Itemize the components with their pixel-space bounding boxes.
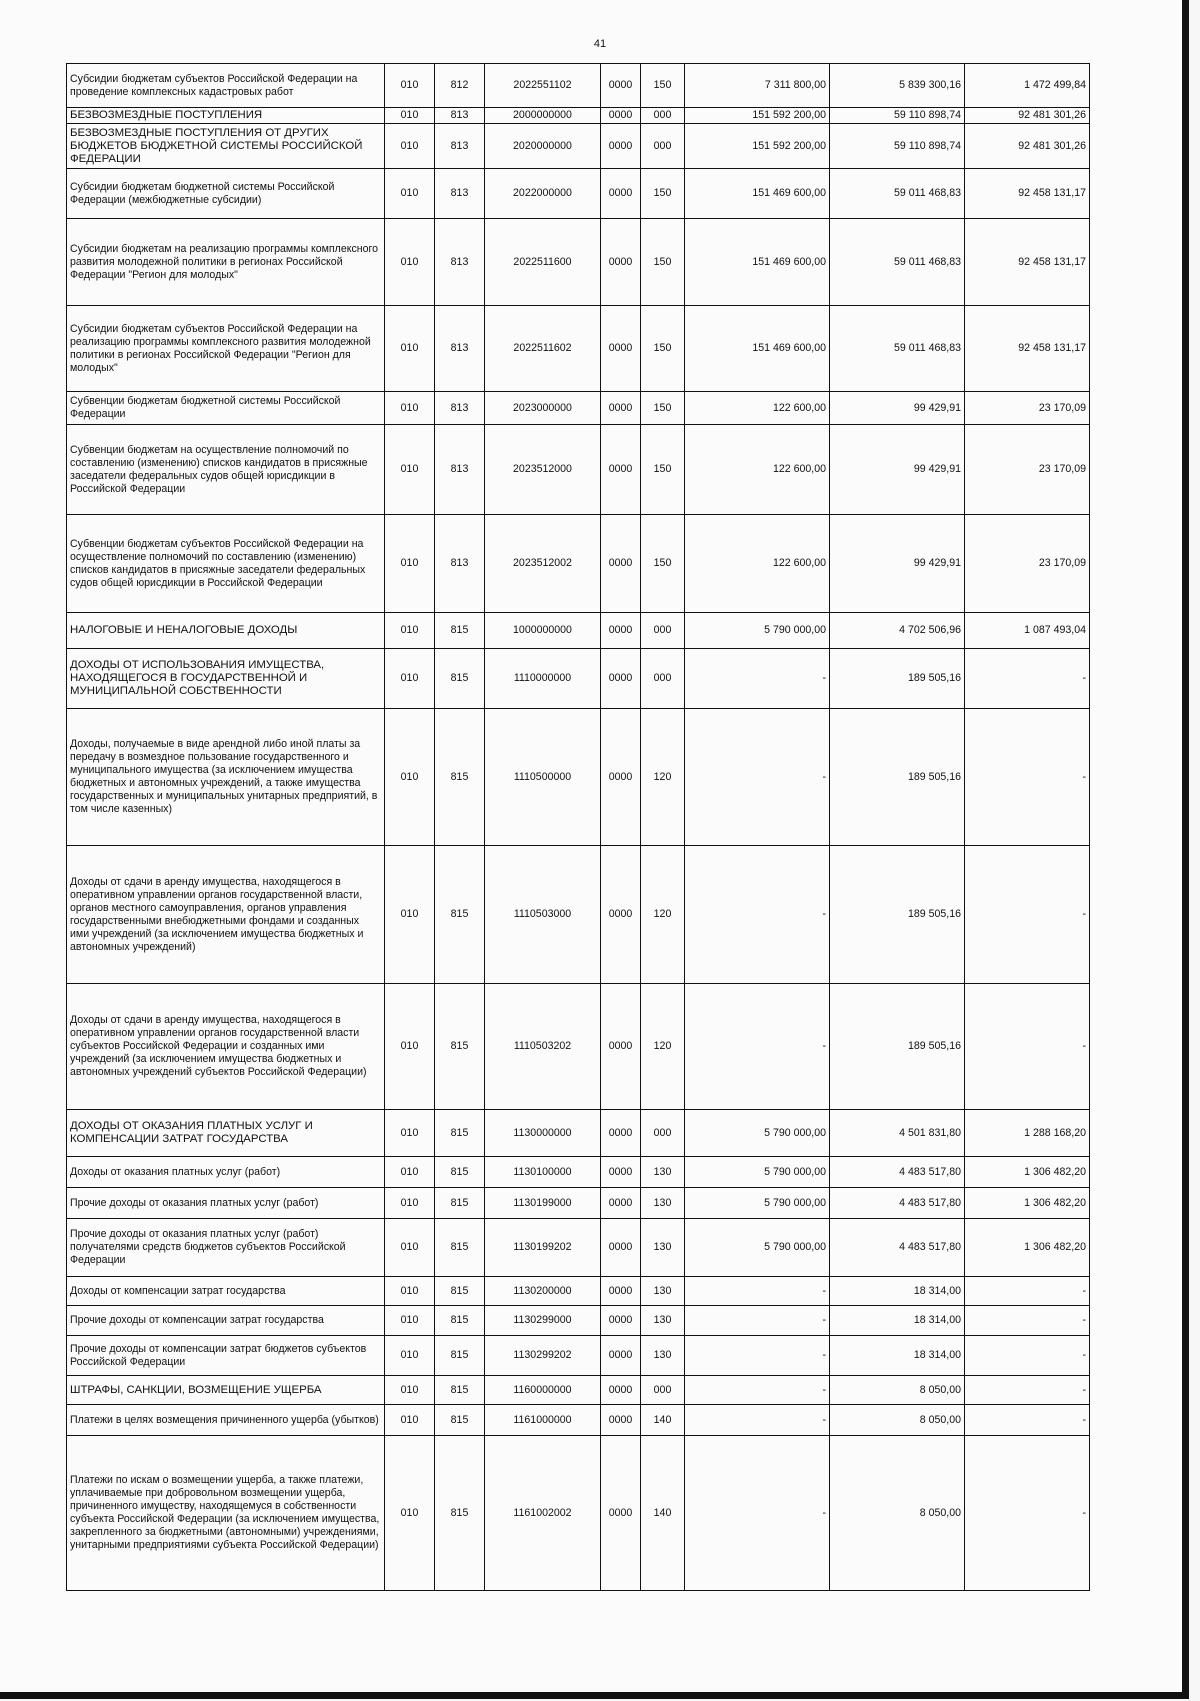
row-code-3-cell: 1130299202 [485, 1336, 601, 1376]
row-code-4-cell: 0000 [601, 1376, 641, 1405]
row-code-1-cell: 010 [385, 1436, 435, 1591]
row-value-remaining-cell: - [965, 1277, 1090, 1306]
row-value-executed-cell: 189 505,16 [830, 649, 965, 709]
row-value-planned-cell: 5 790 000,00 [685, 1219, 830, 1277]
row-code-3-cell: 2022511600 [485, 219, 601, 306]
row-value-planned-cell: 5 790 000,00 [685, 1157, 830, 1188]
row-value-remaining-cell: 92 458 131,17 [965, 306, 1090, 392]
row-value-planned-cell: - [685, 1306, 830, 1336]
row-value-executed-cell: 59 011 468,83 [830, 169, 965, 219]
row-value-remaining-cell: 92 458 131,17 [965, 219, 1090, 306]
row-value-executed-cell: 4 483 517,80 [830, 1157, 965, 1188]
row-code-2-cell: 815 [435, 1405, 485, 1436]
row-value-remaining-cell: 92 481 301,26 [965, 108, 1090, 124]
row-code-5-cell: 000 [641, 1376, 685, 1405]
row-value-executed-cell: 4 501 831,80 [830, 1110, 965, 1157]
row-code-3-cell: 2022000000 [485, 169, 601, 219]
row-value-remaining-cell: 1 288 168,20 [965, 1110, 1090, 1157]
row-value-remaining-cell: 1 306 482,20 [965, 1219, 1090, 1277]
row-value-executed-cell: 99 429,91 [830, 515, 965, 613]
table-row [67, 1306, 1090, 1336]
row-code-1-cell: 010 [385, 709, 435, 846]
row-value-planned-cell: - [685, 709, 830, 846]
table-row [67, 1110, 1090, 1157]
row-code-2-cell: 815 [435, 846, 485, 984]
row-code-4-cell: 0000 [601, 1436, 641, 1591]
table-row [67, 1405, 1090, 1436]
row-code-4-cell: 0000 [601, 1110, 641, 1157]
row-code-5-cell: 140 [641, 1405, 685, 1436]
row-value-executed-cell: 59 011 468,83 [830, 219, 965, 306]
row-code-2-cell: 813 [435, 169, 485, 219]
row-value-planned-cell: 151 469 600,00 [685, 219, 830, 306]
row-code-1-cell: 010 [385, 515, 435, 613]
table-row [67, 169, 1090, 219]
row-code-5-cell: 000 [641, 1110, 685, 1157]
row-code-5-cell: 150 [641, 425, 685, 515]
row-value-executed-cell: 4 483 517,80 [830, 1188, 965, 1219]
row-name-cell: Доходы от сдачи в аренду имущества, находящегося в оперативном управлении органов государственной власти, органов местного самоуправления, органов управления государственными внебюджетными фондами и созданных ими учреждений (за исключением имущества бюджетных и автономных учреждений) [67, 846, 385, 984]
row-name-cell: Прочие доходы от оказания платных услуг (работ) получателями средств бюджетов субъектов Российской Федерации [67, 1219, 385, 1277]
row-code-1-cell: 010 [385, 169, 435, 219]
row-code-5-cell: 150 [641, 64, 685, 108]
row-code-5-cell: 000 [641, 124, 685, 169]
row-value-planned-cell: - [685, 1436, 830, 1591]
row-code-2-cell: 815 [435, 1157, 485, 1188]
row-code-5-cell: 130 [641, 1157, 685, 1188]
table-row [67, 64, 1090, 108]
row-value-planned-cell: 151 592 200,00 [685, 124, 830, 169]
row-code-1-cell: 010 [385, 1110, 435, 1157]
row-value-planned-cell: 122 600,00 [685, 515, 830, 613]
row-code-1-cell: 010 [385, 1405, 435, 1436]
table-row [67, 425, 1090, 515]
row-value-executed-cell: 8 050,00 [830, 1376, 965, 1405]
row-value-remaining-cell: - [965, 709, 1090, 846]
row-name-cell: Доходы от сдачи в аренду имущества, находящегося в оперативном управлении органов государственной власти субъектов Российской Федерации и созданных ими учреждений (за исключением имущества бюджетных и автономных учреждений субъектов Российской Федерации) [67, 984, 385, 1110]
row-code-3-cell: 2000000000 [485, 108, 601, 124]
row-code-2-cell: 813 [435, 219, 485, 306]
table-row [67, 515, 1090, 613]
row-code-1-cell: 010 [385, 984, 435, 1110]
row-code-5-cell: 000 [641, 613, 685, 649]
row-code-2-cell: 815 [435, 1110, 485, 1157]
row-code-1-cell: 010 [385, 108, 435, 124]
row-value-remaining-cell: - [965, 984, 1090, 1110]
row-name-cell: Прочие доходы от компенсации затрат бюджетов субъектов Российской Федерации [67, 1336, 385, 1376]
row-code-3-cell: 1130299000 [485, 1306, 601, 1336]
row-code-3-cell: 1130199000 [485, 1188, 601, 1219]
row-code-2-cell: 815 [435, 1336, 485, 1376]
row-value-executed-cell: 59 011 468,83 [830, 306, 965, 392]
row-code-2-cell: 813 [435, 515, 485, 613]
row-value-remaining-cell: - [965, 1436, 1090, 1591]
budget-revenue-table [66, 63, 1090, 1591]
row-value-planned-cell: - [685, 649, 830, 709]
row-code-1-cell: 010 [385, 1376, 435, 1405]
row-code-1-cell: 010 [385, 1306, 435, 1336]
row-value-planned-cell: - [685, 984, 830, 1110]
row-value-executed-cell: 189 505,16 [830, 984, 965, 1110]
row-value-remaining-cell: 23 170,09 [965, 425, 1090, 515]
row-name-cell: Субсидии бюджетам на реализацию программы комплексного развития молодежной политики в регионах Российской Федерации "Регион для молодых" [67, 219, 385, 306]
row-name-cell: БЕЗВОЗМЕЗДНЫЕ ПОСТУПЛЕНИЯ [67, 108, 385, 124]
row-name-cell: Прочие доходы от оказания платных услуг (работ) [67, 1188, 385, 1219]
row-code-3-cell: 2023000000 [485, 392, 601, 425]
row-value-planned-cell: - [685, 1277, 830, 1306]
row-code-3-cell: 1130100000 [485, 1157, 601, 1188]
row-code-4-cell: 0000 [601, 1277, 641, 1306]
row-code-2-cell: 812 [435, 64, 485, 108]
row-value-remaining-cell: 1 472 499,84 [965, 64, 1090, 108]
row-code-5-cell: 150 [641, 515, 685, 613]
row-code-1-cell: 010 [385, 425, 435, 515]
row-value-executed-cell: 59 110 898,74 [830, 108, 965, 124]
row-value-planned-cell: 122 600,00 [685, 425, 830, 515]
row-code-5-cell: 150 [641, 169, 685, 219]
row-code-5-cell: 130 [641, 1277, 685, 1306]
table-row [67, 1436, 1090, 1591]
row-value-executed-cell: 4 483 517,80 [830, 1219, 965, 1277]
table-row [67, 613, 1090, 649]
row-value-planned-cell: 151 469 600,00 [685, 169, 830, 219]
row-name-cell: БЕЗВОЗМЕЗДНЫЕ ПОСТУПЛЕНИЯ ОТ ДРУГИХ БЮДЖЕТОВ БЮДЖЕТНОЙ СИСТЕМЫ РОССИЙСКОЙ ФЕДЕРАЦИИ [67, 124, 385, 169]
row-code-4-cell: 0000 [601, 64, 641, 108]
row-value-planned-cell: 151 592 200,00 [685, 108, 830, 124]
row-code-1-cell: 010 [385, 124, 435, 169]
row-code-3-cell: 1161002002 [485, 1436, 601, 1591]
row-name-cell: Субвенции бюджетам субъектов Российской Федерации на осуществление полномочий по составлению (изменению) списков кандидатов в присяжные заседатели федеральных судов общей юрисдикции в Российской Федерации [67, 515, 385, 613]
row-code-4-cell: 0000 [601, 108, 641, 124]
row-code-3-cell: 1130199202 [485, 1219, 601, 1277]
row-value-planned-cell: 5 790 000,00 [685, 1110, 830, 1157]
row-code-4-cell: 0000 [601, 1188, 641, 1219]
row-code-3-cell: 1161000000 [485, 1405, 601, 1436]
row-code-2-cell: 815 [435, 1376, 485, 1405]
row-code-5-cell: 130 [641, 1219, 685, 1277]
row-value-remaining-cell: - [965, 1376, 1090, 1405]
row-code-2-cell: 813 [435, 306, 485, 392]
row-code-4-cell: 0000 [601, 846, 641, 984]
row-name-cell: Платежи по искам о возмещении ущерба, а также платежи, уплачиваемые при добровольном возмещении ущерба, причиненного имуществу, находящемуся в собственности субъекта Российской Федерации (за исключением имущества, закрепленного за бюджетными (автономными) учреждениями, унитарными предприятиями субъекта Российской Федерации) [67, 1436, 385, 1591]
table-row [67, 846, 1090, 984]
row-code-2-cell: 815 [435, 613, 485, 649]
row-code-3-cell: 2022511602 [485, 306, 601, 392]
row-code-3-cell: 2020000000 [485, 124, 601, 169]
row-code-5-cell: 000 [641, 649, 685, 709]
row-value-executed-cell: 8 050,00 [830, 1436, 965, 1591]
table-row [67, 124, 1090, 169]
row-code-3-cell: 1000000000 [485, 613, 601, 649]
row-value-remaining-cell: - [965, 1306, 1090, 1336]
row-code-3-cell: 1130000000 [485, 1110, 601, 1157]
row-code-1-cell: 010 [385, 846, 435, 984]
row-value-remaining-cell: 92 481 301,26 [965, 124, 1090, 169]
row-name-cell: Субвенции бюджетам на осуществление полномочий по составлению (изменению) списков кандидатов в присяжные заседатели федеральных судов общей юрисдикции в Российской Федерации [67, 425, 385, 515]
row-code-4-cell: 0000 [601, 392, 641, 425]
row-code-5-cell: 120 [641, 709, 685, 846]
row-code-1-cell: 010 [385, 1336, 435, 1376]
row-value-remaining-cell: 1 087 493,04 [965, 613, 1090, 649]
row-code-4-cell: 0000 [601, 613, 641, 649]
row-value-remaining-cell: - [965, 649, 1090, 709]
row-value-remaining-cell: 1 306 482,20 [965, 1157, 1090, 1188]
row-value-remaining-cell: 23 170,09 [965, 392, 1090, 425]
row-code-2-cell: 815 [435, 1436, 485, 1591]
row-value-executed-cell: 99 429,91 [830, 392, 965, 425]
row-value-planned-cell: 5 790 000,00 [685, 1188, 830, 1219]
row-code-5-cell: 000 [641, 108, 685, 124]
table-row [67, 1336, 1090, 1376]
table-row [67, 392, 1090, 425]
row-code-4-cell: 0000 [601, 169, 641, 219]
row-name-cell: Платежи в целях возмещения причиненного ущерба (убытков) [67, 1405, 385, 1436]
row-code-3-cell: 1110503000 [485, 846, 601, 984]
row-code-5-cell: 150 [641, 392, 685, 425]
row-code-2-cell: 815 [435, 649, 485, 709]
row-value-executed-cell: 18 314,00 [830, 1306, 965, 1336]
row-code-1-cell: 010 [385, 1157, 435, 1188]
row-value-executed-cell: 189 505,16 [830, 846, 965, 984]
row-code-3-cell: 2023512000 [485, 425, 601, 515]
row-value-remaining-cell: 23 170,09 [965, 515, 1090, 613]
row-code-2-cell: 813 [435, 425, 485, 515]
row-value-remaining-cell: - [965, 1336, 1090, 1376]
row-code-5-cell: 150 [641, 306, 685, 392]
row-code-1-cell: 010 [385, 649, 435, 709]
row-name-cell: Субвенции бюджетам бюджетной системы Российской Федерации [67, 392, 385, 425]
row-name-cell: Субсидии бюджетам бюджетной системы Российской Федерации (межбюджетные субсидии) [67, 169, 385, 219]
row-code-3-cell: 1130200000 [485, 1277, 601, 1306]
row-code-2-cell: 815 [435, 709, 485, 846]
row-value-planned-cell: 151 469 600,00 [685, 306, 830, 392]
row-code-4-cell: 0000 [601, 1306, 641, 1336]
table-row [67, 306, 1090, 392]
table-row [67, 1376, 1090, 1405]
row-name-cell: ШТРАФЫ, САНКЦИИ, ВОЗМЕЩЕНИЕ УЩЕРБА [67, 1376, 385, 1405]
row-value-executed-cell: 5 839 300,16 [830, 64, 965, 108]
row-code-3-cell: 1110500000 [485, 709, 601, 846]
row-code-4-cell: 0000 [601, 1219, 641, 1277]
row-code-1-cell: 010 [385, 306, 435, 392]
row-code-4-cell: 0000 [601, 219, 641, 306]
row-code-2-cell: 815 [435, 1306, 485, 1336]
row-name-cell: Доходы от оказания платных услуг (работ) [67, 1157, 385, 1188]
table-row [67, 984, 1090, 1110]
row-name-cell: НАЛОГОВЫЕ И НЕНАЛОГОВЫЕ ДОХОДЫ [67, 613, 385, 649]
row-code-5-cell: 130 [641, 1336, 685, 1376]
row-code-3-cell: 1110503202 [485, 984, 601, 1110]
row-code-4-cell: 0000 [601, 1405, 641, 1436]
row-code-5-cell: 140 [641, 1436, 685, 1591]
row-code-4-cell: 0000 [601, 649, 641, 709]
row-code-4-cell: 0000 [601, 1336, 641, 1376]
row-code-5-cell: 120 [641, 984, 685, 1110]
row-code-3-cell: 1110000000 [485, 649, 601, 709]
row-code-1-cell: 010 [385, 392, 435, 425]
row-code-4-cell: 0000 [601, 124, 641, 169]
table-body [67, 64, 1090, 1591]
row-value-planned-cell: - [685, 1336, 830, 1376]
row-code-5-cell: 150 [641, 219, 685, 306]
row-code-1-cell: 010 [385, 1277, 435, 1306]
row-code-1-cell: 010 [385, 1219, 435, 1277]
row-value-planned-cell: 7 311 800,00 [685, 64, 830, 108]
row-code-1-cell: 010 [385, 219, 435, 306]
row-code-3-cell: 2022551102 [485, 64, 601, 108]
row-value-remaining-cell: - [965, 1405, 1090, 1436]
row-code-1-cell: 010 [385, 613, 435, 649]
row-value-executed-cell: 99 429,91 [830, 425, 965, 515]
row-code-4-cell: 0000 [601, 1157, 641, 1188]
row-value-planned-cell: - [685, 846, 830, 984]
row-code-2-cell: 815 [435, 1188, 485, 1219]
table-row [67, 219, 1090, 306]
row-code-4-cell: 0000 [601, 425, 641, 515]
row-value-remaining-cell: 92 458 131,17 [965, 169, 1090, 219]
row-code-5-cell: 130 [641, 1188, 685, 1219]
row-value-planned-cell: 122 600,00 [685, 392, 830, 425]
row-code-2-cell: 813 [435, 124, 485, 169]
row-code-3-cell: 2023512002 [485, 515, 601, 613]
row-value-planned-cell: - [685, 1376, 830, 1405]
row-value-executed-cell: 18 314,00 [830, 1277, 965, 1306]
table-row [67, 108, 1090, 124]
row-code-5-cell: 130 [641, 1306, 685, 1336]
table-row [67, 1188, 1090, 1219]
row-name-cell: Доходы, получаемые в виде арендной либо иной платы за передачу в возмездное пользование государственного и муниципального имущества (за исключением имущества бюджетных и автономных учреждений, а также имущества государственных и муниципальных унитарных предприятий, в том числе казенных) [67, 709, 385, 846]
row-code-2-cell: 813 [435, 108, 485, 124]
row-name-cell: Субсидии бюджетам субъектов Российской Федерации на проведение комплексных кадастровых работ [67, 64, 385, 108]
row-value-remaining-cell: - [965, 846, 1090, 984]
row-code-4-cell: 0000 [601, 515, 641, 613]
row-value-executed-cell: 189 505,16 [830, 709, 965, 846]
row-value-planned-cell: 5 790 000,00 [685, 613, 830, 649]
row-code-2-cell: 815 [435, 1277, 485, 1306]
row-value-executed-cell: 4 702 506,96 [830, 613, 965, 649]
table-row [67, 1277, 1090, 1306]
row-name-cell: Субсидии бюджетам субъектов Российской Федерации на реализацию программы комплексного развития молодежной политики в регионах Российской Федерации "Регион для молодых" [67, 306, 385, 392]
row-value-planned-cell: - [685, 1405, 830, 1436]
row-value-remaining-cell: 1 306 482,20 [965, 1188, 1090, 1219]
row-code-4-cell: 0000 [601, 984, 641, 1110]
table-row [67, 1219, 1090, 1277]
row-code-5-cell: 120 [641, 846, 685, 984]
row-code-2-cell: 813 [435, 392, 485, 425]
row-code-1-cell: 010 [385, 1188, 435, 1219]
page-number: 41 [593, 38, 607, 50]
row-code-1-cell: 010 [385, 64, 435, 108]
row-value-executed-cell: 18 314,00 [830, 1336, 965, 1376]
row-name-cell: Доходы от компенсации затрат государства [67, 1277, 385, 1306]
row-code-4-cell: 0000 [601, 306, 641, 392]
row-name-cell: ДОХОДЫ ОТ ОКАЗАНИЯ ПЛАТНЫХ УСЛУГ И КОМПЕНСАЦИИ ЗАТРАТ ГОСУДАРСТВА [67, 1110, 385, 1157]
row-value-executed-cell: 8 050,00 [830, 1405, 965, 1436]
row-name-cell: ДОХОДЫ ОТ ИСПОЛЬЗОВАНИЯ ИМУЩЕСТВА, НАХОДЯЩЕГОСЯ В ГОСУДАРСТВЕННОЙ И МУНИЦИПАЛЬНОЙ СОБСТВЕННОСТИ [67, 649, 385, 709]
row-code-4-cell: 0000 [601, 709, 641, 846]
row-value-executed-cell: 59 110 898,74 [830, 124, 965, 169]
table-row [67, 1157, 1090, 1188]
table-row [67, 649, 1090, 709]
table-row [67, 709, 1090, 846]
row-code-3-cell: 1160000000 [485, 1376, 601, 1405]
row-code-2-cell: 815 [435, 1219, 485, 1277]
row-name-cell: Прочие доходы от компенсации затрат государства [67, 1306, 385, 1336]
row-code-2-cell: 815 [435, 984, 485, 1110]
